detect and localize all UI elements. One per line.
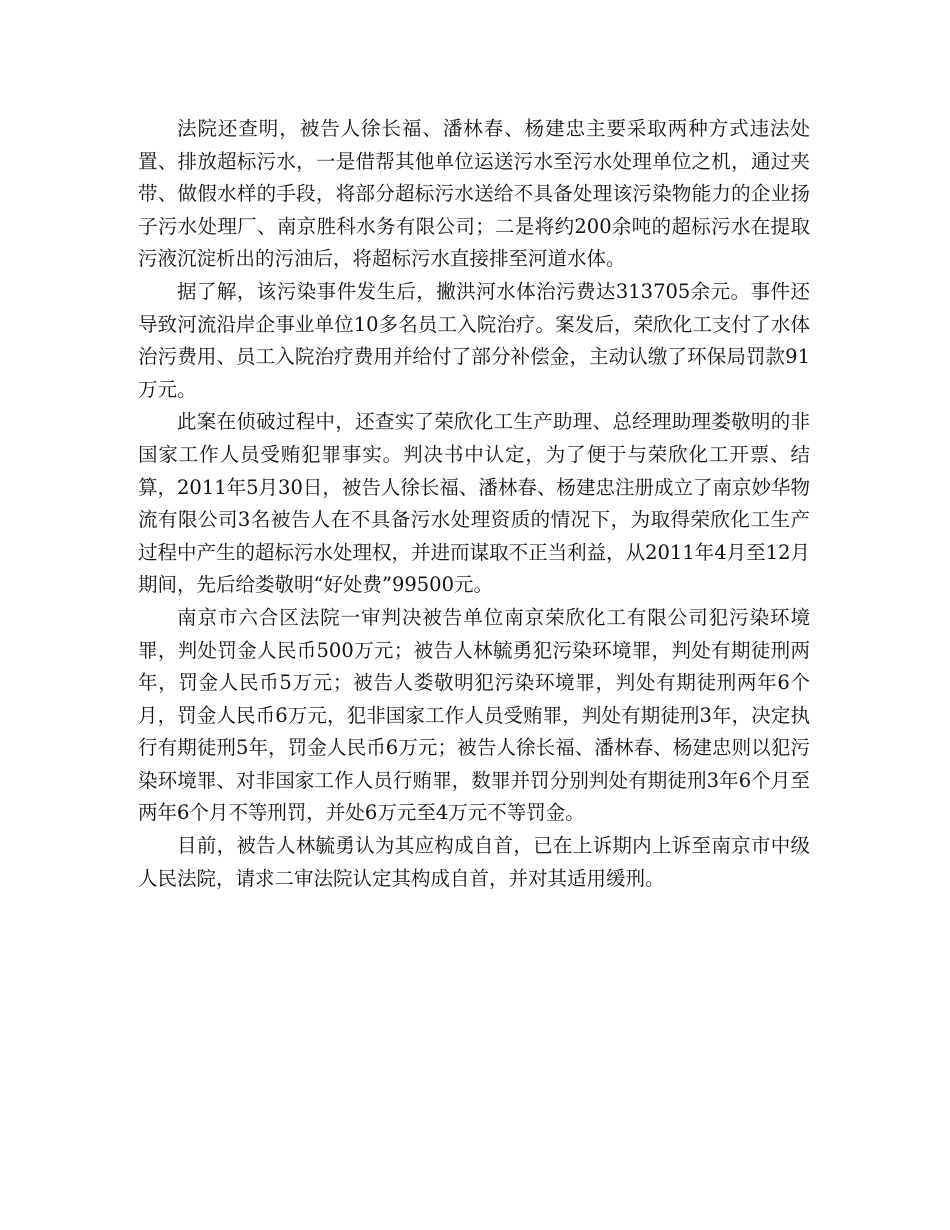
paragraph-appeal: 目前，被告人林毓勇认为其应构成自首，已在上诉期内上诉至南京市中级人民法院，请求二审法院认定其构成自首，并对其适用缓刑。 xyxy=(138,834,810,890)
paragraph-verdict: 南京市六合区法院一审判决被告单位南京荣欣化工有限公司犯污染环境罪，判处罚金人民币500万元；被告人林毓勇犯污染环境罪，判处有期徒刑两年，罚金人民币5万元；被告人娄敬明犯污染环境罪，判处有期徒刑两年6个月，罚金人民币6万元，犯非国家工作人员受贿罪，判处有期徒刑3年，决定执行有期徒刑5年，罚金人民币6万元；被告人徐长福、潘林春、杨建忠则以犯污染环境罪、对非国家工作人员行贿罪，数罪并罚分别判处有期徒刑3年6个月至两年6个月不等刑罚，并处6万元至4万元不等罚金。 xyxy=(138,605,810,825)
paragraph-cleanup-cost: 据了解，该污染事件发生后，撇洪河水体治污费达313705余元。事件还导致河流沿岸企事业单位10多名员工入院治疗。案发后，荣欣化工支付了水体治污费用、员工入院治疗费用并给付了部分补偿金，主动认缴了环保局罚款91万元。 xyxy=(138,279,810,401)
paragraph-investigation: 法院还查明，被告人徐长福、潘林春、杨建忠主要采取两种方式违法处置、排放超标污水，一是借帮其他单位运送污水至污水处理单位之机，通过夹带、做假水样的手段，将部分超标污水送给不具备处理该污染物能力的企业扬子污水处理厂、南京胜科水务有限公司；二是将约200余吨的超标污水在提取污液沉淀析出的污油后，将超标污水直接排至河道水体。 xyxy=(138,117,810,271)
document-body xyxy=(138,113,810,895)
paragraph-bribery: 此案在侦破过程中，还查实了荣欣化工生产助理、总经理助理娄敬明的非国家工作人员受贿犯罪事实。判决书中认定，为了便于与荣欣化工开票、结算，2011年5月30日，被告人徐长福、潘林春、杨建忠注册成立了南京妙华物流有限公司3名被告人在不具备污水处理资质的情况下，为取得荣欣化工生产过程中产生的超标污水处理权，并进而谋取不正当利益，从2011年4月至12月期间，先后给娄敬明“好处费”99500元。 xyxy=(138,410,810,597)
